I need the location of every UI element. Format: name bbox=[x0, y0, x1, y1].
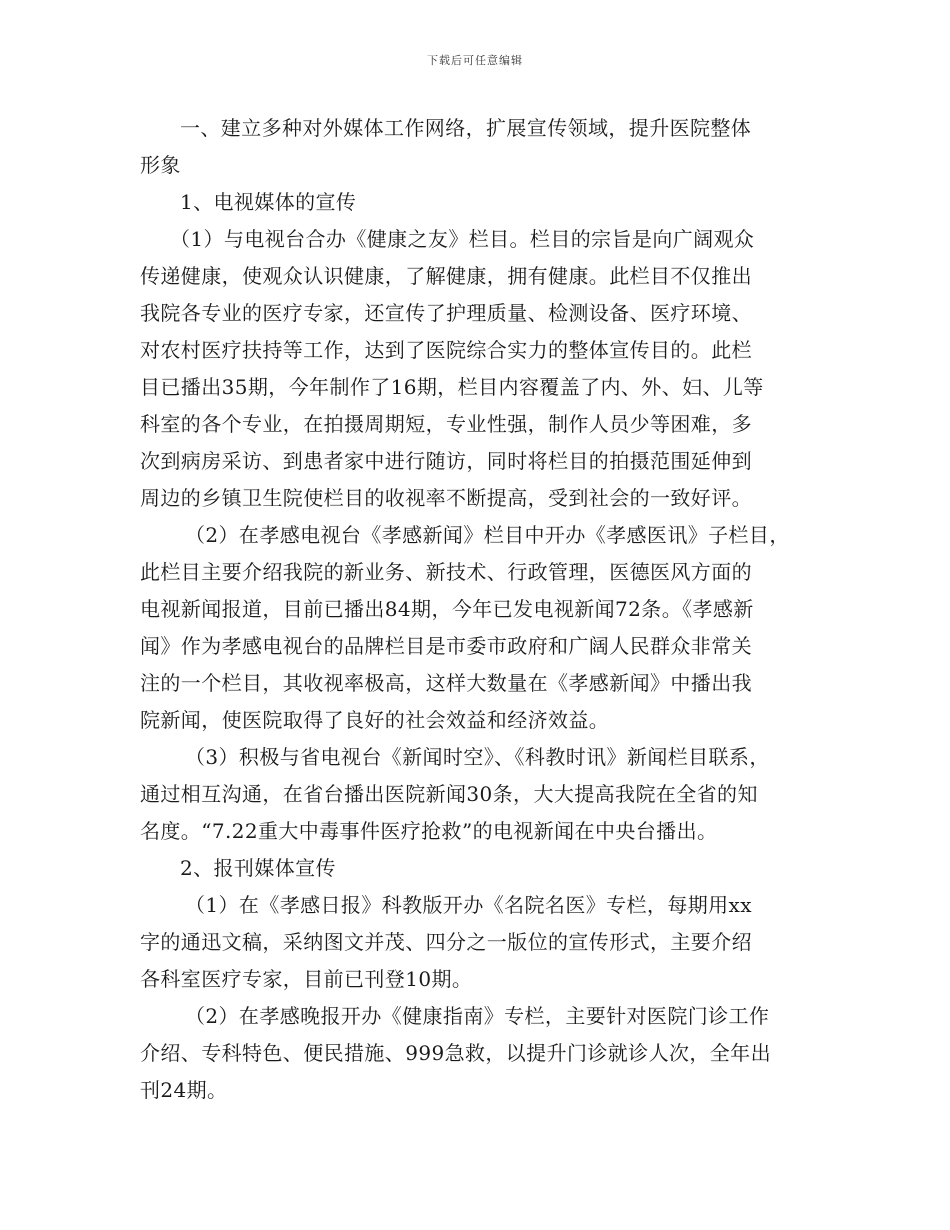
subheading-print-media: 2、报刊媒体宣传 bbox=[180, 856, 336, 880]
paragraph-line: 注的一个栏目，其收视率极高，这样大数量在《孝感新闻》中播出我 bbox=[140, 671, 752, 695]
paragraph-line: （2）在孝感晚报开办《健康指南》专栏，主要针对医院门诊工作 bbox=[185, 1004, 770, 1028]
paragraph-line: 各科室医疗专家，目前已刊登10期。 bbox=[140, 967, 473, 991]
heading-section-1: 一、建立多种对外媒体工作网络，扩展宣传领域，提升医院整体 bbox=[180, 116, 752, 140]
paragraph-line: 次到病房采访、到患者家中进行随访，同时将栏目的拍摄范围延伸到 bbox=[140, 449, 752, 473]
document-body bbox=[140, 110, 820, 1109]
paragraph-line: 此栏目主要介绍我院的新业务、新技术、行政管理，医德医风方面的 bbox=[140, 560, 752, 584]
paragraph-line: 名度。“7.22重大中毒事件医疗抢救”的电视新闻在中央台播出。 bbox=[140, 819, 718, 843]
paragraph-line: 介绍、专科特色、便民措施、999急救，以提升门诊就诊人次，全年出 bbox=[140, 1041, 771, 1065]
paragraph-line: （2）在孝感电视台《孝感新闻》栏目中开办《孝感医讯》子栏目， bbox=[185, 523, 790, 547]
paragraph-line: 闻》作为孝感电视台的品牌栏目是市委市政府和广阔人民群众非常关 bbox=[140, 634, 752, 658]
page-header: 下载后可任意编辑 bbox=[427, 54, 523, 67]
paragraph-line: （1）与电视台合办《健康之友》栏目。栏目的宗旨是向广阔观众 bbox=[170, 227, 755, 251]
paragraph-line: 电视新闻报道，目前已播出84期，今年已发电视新闻72条。《孝感新 bbox=[140, 597, 754, 621]
paragraph-line: 院新闻，使医院取得了良好的社会效益和经济效益。 bbox=[140, 708, 610, 732]
paragraph-line: 周边的乡镇卫生院使栏目的收视率不断提高，受到社会的一致好评。 bbox=[140, 486, 752, 510]
paragraph-line: 刊24期。 bbox=[140, 1078, 228, 1102]
paragraph-line: （3）积极与省电视台《新闻时空》、《科教时讯》新闻栏目联系， bbox=[185, 745, 770, 769]
paragraph-line: （1）在《孝感日报》科教版开办《名院名医》专栏，每期用xx bbox=[185, 893, 752, 917]
paragraph-line: 目已播出35期，今年制作了16期，栏目内容覆盖了内、外、妇、儿等 bbox=[140, 375, 764, 399]
paragraph-line: 我院各专业的医疗专家，还宣传了护理质量、检测设备、医疗环境、 bbox=[140, 301, 752, 325]
paragraph-line: 科室的各个专业，在拍摄周期短，专业性强，制作人员少等困难，多 bbox=[140, 412, 752, 436]
paragraph-line: 对农村医疗扶持等工作，达到了医院综合实力的整体宣传目的。此栏 bbox=[140, 338, 752, 362]
paragraph-line: 字的通迅文稿，采纳图文并茂、四分之一版位的宣传形式，主要介绍 bbox=[140, 930, 752, 954]
paragraph-line: 传递健康，使观众认识健康，了解健康，拥有健康。此栏目不仅推出 bbox=[140, 264, 752, 288]
text-line: 形象 bbox=[140, 153, 181, 177]
subheading-tv-media: 1、电视媒体的宣传 bbox=[180, 190, 357, 214]
paragraph-line: 通过相互沟通，在省台播出医院新闻30条，大大提高我院在全省的知 bbox=[140, 782, 758, 806]
